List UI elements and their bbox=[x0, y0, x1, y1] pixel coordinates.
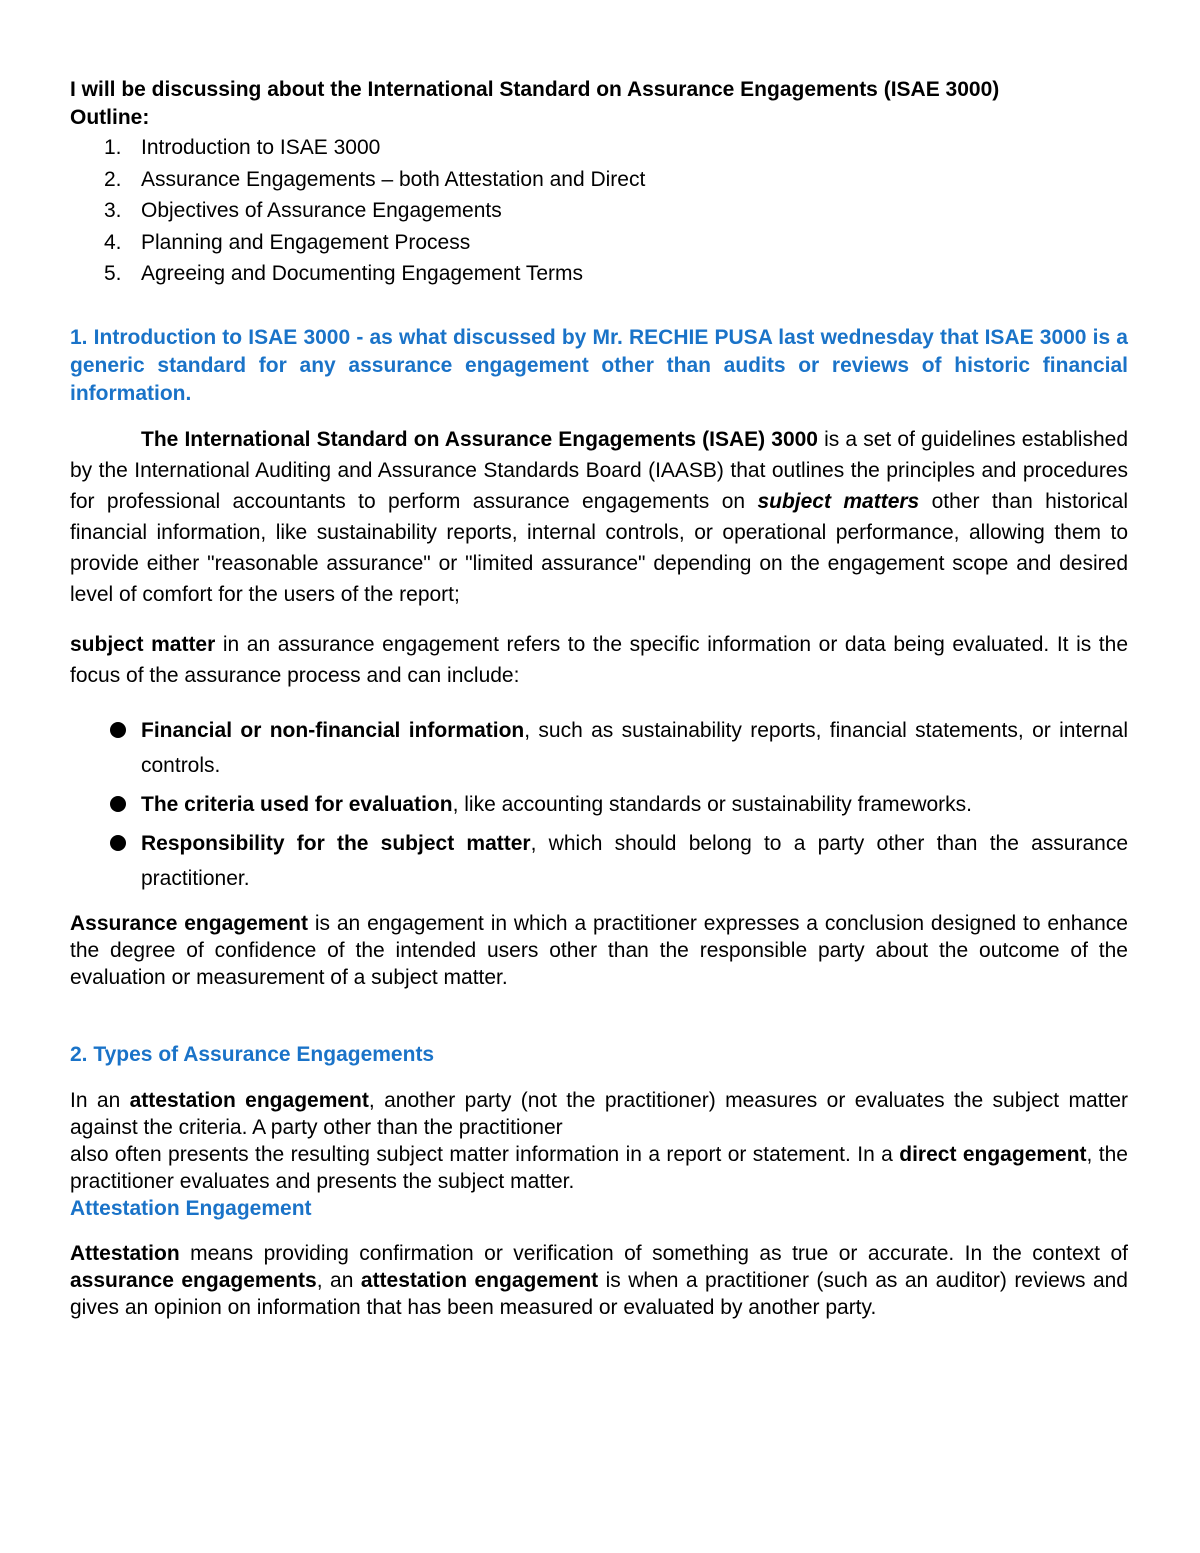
bullet-dot-icon bbox=[110, 835, 126, 851]
attestation-term: Attestation bbox=[70, 1241, 180, 1265]
assurance-engagements-term: assurance engagements bbox=[70, 1268, 317, 1292]
bullet-bold: Financial or non-financial information bbox=[141, 718, 525, 742]
bullet-text: , like accounting standards or sustainability frameworks. bbox=[452, 792, 972, 816]
outline-number: 3. bbox=[104, 199, 122, 222]
bullet-item bbox=[70, 787, 1128, 822]
document-page bbox=[70, 76, 1128, 1321]
attestation-subheading: Attestation Engagement bbox=[70, 1196, 312, 1220]
bullet-item bbox=[70, 826, 1128, 896]
outline-text: Introduction to ISAE 3000 bbox=[141, 136, 381, 159]
intro-line: I will be discussing about the International Standard on Assurance Engagements (ISAE 3000) bbox=[70, 78, 1000, 101]
outline-number: 5. bbox=[104, 262, 122, 285]
subject-matter-text: in an assurance engagement refers to the specific information or data being evaluated. It is the focus of the assurance process and can include: bbox=[70, 632, 1128, 687]
bullet-bold: The criteria used for evaluation bbox=[141, 792, 453, 816]
isae-text-2: other than historical financial information, like sustainability reports, internal controls, or operational performance, allowing them to provide either "reasonable assurance" or "limited assurance" depending on the engagement scope and desired level of comfort for the users of the report; bbox=[70, 489, 1128, 606]
bullet-item bbox=[70, 713, 1128, 783]
outline-text: Planning and Engagement Process bbox=[141, 230, 471, 254]
outline-number: 4. bbox=[104, 230, 122, 254]
assurance-engagement-text: is an engagement in which a practitioner expresses a conclusion designed to enhance the degree of confidence of the intended users other than the responsible party about the outcome of the evaluation or measurement of a subject matter. bbox=[70, 911, 1128, 989]
attestation-engagement-term: attestation engagement bbox=[129, 1088, 369, 1112]
subject-matter-paragraph bbox=[70, 629, 1128, 691]
outline-item bbox=[70, 227, 1128, 259]
isae-definition-paragraph bbox=[70, 424, 1128, 610]
outline-text: Assurance Engagements – both Attestation and Direct bbox=[141, 167, 646, 191]
types-text-2c: , the practitioner evaluates and presents the subject matter. bbox=[70, 1142, 1128, 1193]
types-text-2a: also often presents the resulting subject matter information in a report or statement. In a bbox=[70, 1142, 900, 1166]
bullet-dot-icon bbox=[110, 722, 126, 738]
bullet-text: , such as sustainability reports, financial statements, or internal controls. bbox=[141, 718, 1128, 777]
bullet-bold: Responsibility for the subject matter bbox=[141, 831, 531, 855]
outline-number: 1. bbox=[104, 136, 122, 159]
subject-matter-term: subject matter bbox=[70, 632, 216, 656]
attestation-definition-paragraph bbox=[70, 1240, 1128, 1321]
types-text-a: In an bbox=[70, 1088, 130, 1112]
section1-heading: 1. Introduction to ISAE 3000 - as what discussed by Mr. RECHIE PUSA last wednesday that ISAE 3000 is a generic standard for any assurance engagement other than audits or reviews of historic financial information. bbox=[70, 325, 1128, 405]
types-paragraph-2 bbox=[70, 1141, 1128, 1195]
outline-list bbox=[70, 132, 1128, 290]
outline-item bbox=[70, 195, 1128, 227]
outline-text: Agreeing and Documenting Engagement Terms bbox=[141, 262, 584, 285]
outline-item bbox=[70, 132, 1128, 164]
attestation-text-d: , an bbox=[316, 1268, 361, 1292]
types-paragraph-1 bbox=[70, 1087, 1128, 1141]
attestation-engagement-term-2: attestation engagement bbox=[360, 1268, 599, 1292]
attestation-text-b: means providing confirmation or verification of something as true or accurate. In the context of bbox=[179, 1241, 1128, 1265]
isae-text-1: is a set of guidelines established by the International Auditing and Assurance Standards Board (IAASB) that outlines the principles and procedures for professional accountants to perform assurance engagements on bbox=[70, 427, 1128, 513]
outline-text: Objectives of Assurance Engagements bbox=[141, 199, 502, 222]
subject-matter-bullets bbox=[70, 713, 1128, 896]
outline-item bbox=[70, 258, 1128, 290]
attestation-text-f: is when a practitioner (such as an auditor) reviews and gives an opinion on information that has been measured or evaluated by another party. bbox=[70, 1268, 1128, 1319]
assurance-engagement-paragraph bbox=[70, 910, 1128, 991]
section2-heading: 2. Types of Assurance Engagements bbox=[70, 1042, 435, 1066]
bullet-text: , which should belong to a party other than the assurance practitioner. bbox=[141, 831, 1128, 890]
outline-number: 2. bbox=[104, 167, 122, 191]
bullet-dot-icon bbox=[110, 796, 126, 812]
direct-engagement-term: direct engagement bbox=[899, 1142, 1087, 1166]
subject-matters-term: subject matters bbox=[757, 489, 920, 513]
isae-term: The International Standard on Assurance Engagements (ISAE) 3000 bbox=[141, 427, 818, 451]
types-text-c: , another party (not the practitioner) measures or evaluates the subject matter against the criteria. A party other than the practitioner bbox=[70, 1088, 1128, 1139]
outline-label: Outline: bbox=[70, 106, 150, 129]
assurance-engagement-term: Assurance engagement bbox=[70, 911, 308, 935]
outline-item bbox=[70, 164, 1128, 196]
